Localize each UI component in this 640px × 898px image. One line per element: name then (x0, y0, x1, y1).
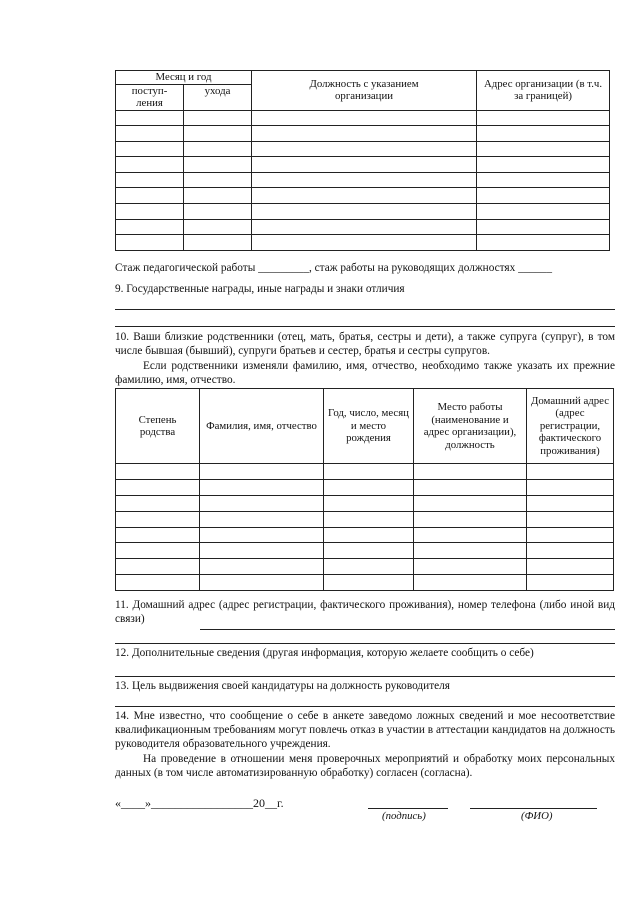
work-history-cell[interactable] (477, 219, 610, 235)
relatives-cell[interactable] (414, 511, 527, 527)
work-history-cell[interactable] (477, 110, 610, 126)
work-history-cell[interactable] (184, 157, 252, 173)
relatives-cell[interactable] (527, 575, 614, 591)
work-history-cell[interactable] (477, 141, 610, 157)
relatives-cell[interactable] (414, 464, 527, 480)
work-history-row (116, 157, 610, 173)
work-history-cell[interactable] (116, 188, 184, 204)
relatives-cell[interactable] (324, 575, 414, 591)
relatives-cell[interactable] (414, 527, 527, 543)
relatives-cell[interactable] (116, 511, 200, 527)
work-history-row (116, 126, 610, 142)
work-history-cell[interactable] (477, 172, 610, 188)
section-10-note: Если родственники изменяли фамилию, имя, отчество, необходимо также указать их прежние фамилию, имя, отчество. (115, 360, 615, 386)
relatives-cell[interactable] (200, 479, 324, 495)
work-history-row (116, 204, 610, 220)
relatives-cell[interactable] (324, 479, 414, 495)
relatives-cell[interactable] (116, 527, 200, 543)
relatives-row (116, 511, 614, 527)
work-history-row (116, 172, 610, 188)
relatives-row (116, 575, 614, 591)
work-history-cell[interactable] (116, 110, 184, 126)
work-history-cell[interactable] (252, 172, 477, 188)
work-history-cell[interactable] (116, 235, 184, 251)
section-9-fill-line (115, 309, 615, 310)
section-13-label: 13. Цель выдвижения своей кандидатуры на должность руководителя (115, 680, 450, 692)
relatives-cell[interactable] (527, 527, 614, 543)
relatives-cell[interactable] (200, 495, 324, 511)
relatives-cell[interactable] (324, 527, 414, 543)
section-14-consent: На проведение в отношении меня проверочных мероприятий и обработку моих персональных данных (в том числе автоматизированную обработку) согласен (согласна). (115, 753, 615, 779)
relatives-cell[interactable] (414, 543, 527, 559)
section-14-text: 14. Мне известно, что сообщение о себе в анкете заведомо ложных сведений и мое несоответствие квалификационным требованиям могут повлечь отказ в участии в аттестации кандидатов на должность руководителя образовательного учреждения. (115, 710, 615, 750)
work-history-cell[interactable] (184, 126, 252, 142)
relatives-cell[interactable] (414, 495, 527, 511)
relatives-cell[interactable] (200, 543, 324, 559)
header-birth: Год, число, месяц и место рождения (324, 389, 414, 464)
relatives-cell[interactable] (200, 575, 324, 591)
work-history-cell[interactable] (116, 204, 184, 220)
work-history-cell[interactable] (477, 157, 610, 173)
relatives-row (116, 559, 614, 575)
relatives-cell[interactable] (324, 543, 414, 559)
relatives-cell[interactable] (200, 511, 324, 527)
work-history-row (116, 235, 610, 251)
section-13-fill-line (115, 706, 615, 707)
section-9-fill-line-2 (115, 326, 615, 327)
header-full-name: Фамилия, имя, отчество (200, 389, 324, 464)
relatives-cell[interactable] (324, 511, 414, 527)
relatives-cell[interactable] (116, 543, 200, 559)
section-11-fill-line-2 (115, 643, 615, 644)
work-history-cell[interactable] (252, 235, 477, 251)
relatives-row (116, 479, 614, 495)
relatives-cell[interactable] (200, 527, 324, 543)
header-home-address: Домашний адрес (адрес регистрации, фактического проживания) (527, 389, 614, 464)
header-month-year: Месяц и год (116, 71, 252, 85)
work-history-cell[interactable] (252, 110, 477, 126)
work-history-cell[interactable] (252, 204, 477, 220)
section-10-text: 10. Ваши близкие родственники (отец, мать, братья, сестры и дети), а также супруга (супруг), в том числе бывшая (бывший), супруги братьев и сестер, братья и сестры супругов. (115, 331, 615, 357)
date-line: «____»_________________20__г. (115, 796, 284, 810)
work-history-cell[interactable] (184, 219, 252, 235)
relatives-cell[interactable] (527, 511, 614, 527)
work-history-cell[interactable] (116, 219, 184, 235)
relatives-row (116, 543, 614, 559)
work-history-cell[interactable] (116, 126, 184, 142)
relatives-cell[interactable] (116, 495, 200, 511)
work-history-cell[interactable] (477, 126, 610, 142)
relatives-cell[interactable] (116, 559, 200, 575)
work-history-cell[interactable] (184, 235, 252, 251)
relatives-row (116, 527, 614, 543)
fio-caption: (ФИО) (521, 810, 553, 822)
work-history-cell[interactable] (184, 188, 252, 204)
section-11-fill-line (200, 629, 615, 630)
header-exit: ухода (184, 84, 252, 110)
relatives-cell[interactable] (414, 479, 527, 495)
section-11-text: 11. Домашний адрес (адрес регистрации, фактического проживания), номер телефона (либо иной вид связи) (115, 599, 615, 625)
work-history-cell[interactable] (184, 110, 252, 126)
work-history-table (115, 70, 610, 251)
work-history-cell[interactable] (477, 188, 610, 204)
experience-line: Стаж педагогической работы _________, стаж работы на руководящих должностях ______ (115, 262, 552, 274)
work-history-cell[interactable] (116, 141, 184, 157)
work-history-row (116, 110, 610, 126)
header-entry: поступ-ления (116, 84, 184, 110)
relatives-cell[interactable] (527, 464, 614, 480)
work-history-cell[interactable] (184, 141, 252, 157)
header-address: Адрес организации (в т.ч. за границей) (477, 71, 610, 111)
work-history-cell[interactable] (252, 141, 477, 157)
relatives-row (116, 464, 614, 480)
section-9-label: 9. Государственные награды, иные награды и знаки отличия (115, 283, 405, 295)
work-history-cell[interactable] (184, 204, 252, 220)
relatives-cell[interactable] (527, 495, 614, 511)
work-history-cell[interactable] (252, 219, 477, 235)
work-history-cell[interactable] (252, 157, 477, 173)
relatives-cell[interactable] (527, 543, 614, 559)
header-position: Должность с указанием организации (252, 71, 477, 111)
relatives-cell[interactable] (116, 464, 200, 480)
work-history-cell[interactable] (477, 235, 610, 251)
work-history-cell[interactable] (116, 172, 184, 188)
relatives-cell[interactable] (324, 464, 414, 480)
relatives-cell[interactable] (116, 575, 200, 591)
work-history-cell[interactable] (477, 204, 610, 220)
relatives-cell[interactable] (116, 479, 200, 495)
work-history-cell[interactable] (252, 126, 477, 142)
relatives-cell[interactable] (527, 479, 614, 495)
relatives-cell[interactable] (324, 495, 414, 511)
work-history-row (116, 219, 610, 235)
relatives-cell[interactable] (414, 575, 527, 591)
signature-line (368, 808, 448, 809)
relatives-cell[interactable] (324, 559, 414, 575)
relatives-table (115, 388, 614, 591)
signature-caption: (подпись) (382, 810, 426, 822)
fio-line (470, 808, 597, 809)
header-relation: Степень родства (116, 389, 200, 464)
section-12-label: 12. Дополнительные сведения (другая информация, которую желаете сообщить о себе) (115, 647, 534, 659)
work-history-cell[interactable] (116, 157, 184, 173)
relatives-cell[interactable] (414, 559, 527, 575)
work-history-row (116, 141, 610, 157)
work-history-cell[interactable] (184, 172, 252, 188)
relatives-cell[interactable] (527, 559, 614, 575)
relatives-cell[interactable] (200, 559, 324, 575)
work-history-row (116, 188, 610, 204)
section-12-fill-line (115, 676, 615, 677)
relatives-row (116, 495, 614, 511)
work-history-cell[interactable] (252, 188, 477, 204)
relatives-cell[interactable] (200, 464, 324, 480)
header-workplace: Место работы (наименование и адрес организации), должность (414, 389, 527, 464)
